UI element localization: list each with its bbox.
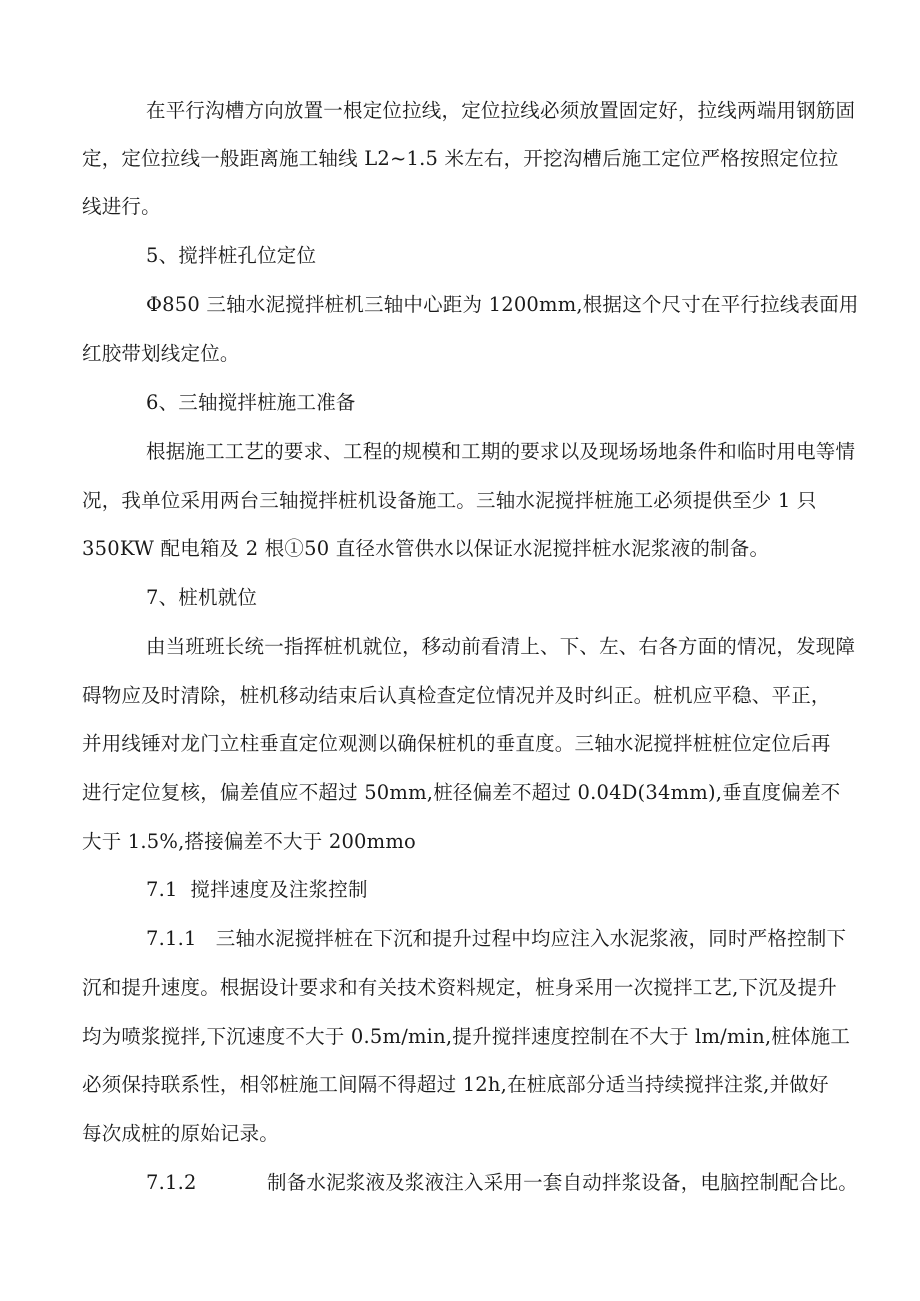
paragraph-line: 况，我单位采用两台三轴搅拌桩机设备施工。三轴水泥搅拌桩施工必须提供至少 1 只 xyxy=(82,489,817,512)
paragraph-line: 定，定位拉线一般距离施工轴线 L2~1.5 米左右，开挖沟槽后施工定位严格按照定位拉 xyxy=(82,147,839,170)
paragraph-line: 沉和提升速度。根据设计要求和有关技术资料规定，桩身采用一次搅拌工艺,下沉及提升 xyxy=(82,976,837,999)
paragraph-line: 进行定位复核，偏差值应不超过 50mm,桩径偏差不超过 0.04D(34mm),垂直度偏差不 xyxy=(82,781,841,804)
section-heading-5: 5、搅拌桩孔位定位 xyxy=(146,244,317,267)
paragraph-line: Φ850 三轴水泥搅拌桩机三轴中心距为 1200mm,根据这个尺寸在平行拉线表面用 xyxy=(146,293,859,316)
section-heading-6: 6、三轴搅拌桩施工准备 xyxy=(146,391,356,414)
section-heading-7: 7、桩机就位 xyxy=(146,586,258,609)
paragraph-line: 根据施工工艺的要求、工程的规模和工期的要求以及现场场地条件和临时用电等情 xyxy=(146,440,856,463)
paragraph-line: 线进行。 xyxy=(82,195,161,218)
paragraph-line: 红胶带划线定位。 xyxy=(82,342,240,365)
paragraph-line: 由当班班长统一指挥桩机就位，移动前看清上、下、左、右各方面的情况，发现障 xyxy=(146,635,856,658)
paragraph-line: 7.1.1 三轴水泥搅拌桩在下沉和提升过程中均应注入水泥浆液，同时严格控制下 xyxy=(146,927,847,950)
paragraph-line: 7.1.2 制备水泥浆液及浆液注入采用一套自动拌浆设备，电脑控制配合比。 xyxy=(146,1171,859,1194)
paragraph-line: 每次成桩的原始记录。 xyxy=(82,1122,280,1145)
paragraph-line: 在平行沟槽方向放置一根定位拉线，定位拉线必须放置固定好，拉线两端用钢筋固 xyxy=(146,99,856,122)
paragraph-line: 均为喷浆搅拌,下沉速度不大于 0.5m∕min,提升搅拌速度控制在不大于 lm/min,桩体施工 xyxy=(82,1025,851,1048)
paragraph-line: 碍物应及时清除，桩机移动结束后认真检查定位情况并及时纠正。桩机应平稳、平正， xyxy=(82,684,831,707)
paragraph-line: 必须保持联系性，相邻桩施工间隔不得超过 12h,在桩底部分适当持续搅拌注浆,并做好 xyxy=(82,1073,829,1096)
paragraph-line: 并用线锤对龙门立柱垂直定位观测以确保桩机的垂直度。三轴水泥搅拌桩桩位定位后再 xyxy=(82,732,831,755)
section-heading-7-1: 7.1 搅拌速度及注浆控制 xyxy=(146,878,368,901)
paragraph-line: 大于 1.5%,搭接偏差不大于 200mmo xyxy=(82,830,416,853)
paragraph-line: 350KW 配电箱及 2 根①50 直径水管供水以保证水泥搅拌桩水泥浆液的制备。 xyxy=(82,537,770,560)
